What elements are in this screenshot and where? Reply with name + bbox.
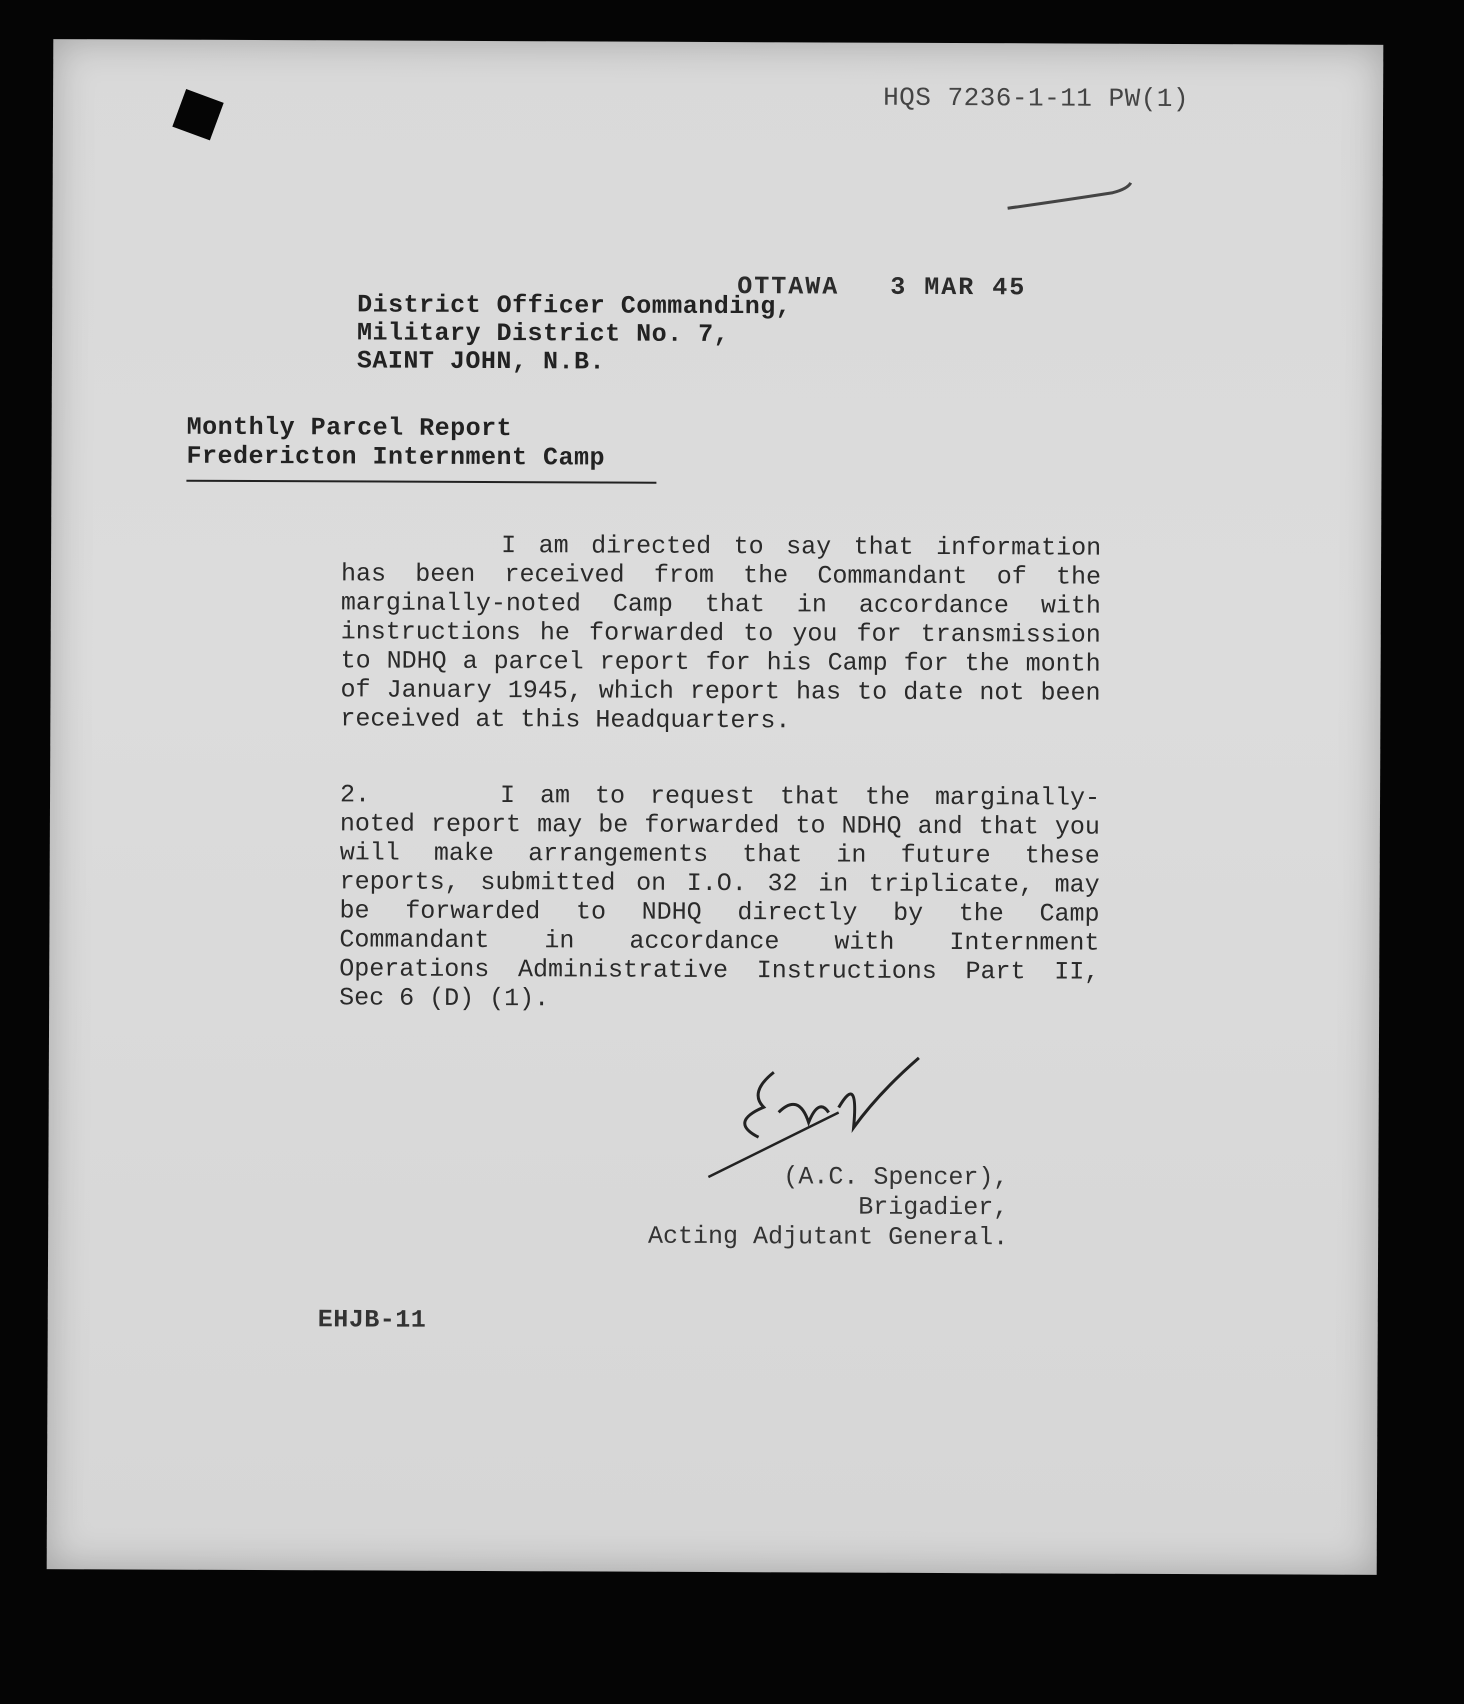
paragraph-indent bbox=[341, 551, 501, 552]
paragraph-1-text: I am directed to say that information has been received from the Commandant of the marginally-noted Camp that in accordance with instructions he forwarded to you for transmission to NDHQ a parcel report for his Camp for the month of January 1945, which report has to date not been received at this Headquarters. bbox=[340, 531, 1102, 736]
signature-name: (A.C. Spencer), bbox=[783, 1162, 1009, 1193]
address-line-2: Military District No. 7, bbox=[357, 318, 730, 350]
paragraph-2 bbox=[339, 780, 1100, 1015]
paragraph-2-number: 2. bbox=[339, 780, 371, 810]
corner-mark bbox=[172, 89, 223, 140]
subject-underline bbox=[186, 480, 656, 484]
signature-rank: Brigadier, bbox=[858, 1192, 1009, 1223]
subject-line-2: Fredericton Internment Camp bbox=[186, 441, 606, 473]
handwritten-underline-icon bbox=[1003, 178, 1143, 219]
document-page bbox=[47, 39, 1384, 1575]
signature-title: Acting Adjutant General. bbox=[648, 1221, 1009, 1253]
reference-code: EHJB-11 bbox=[317, 1305, 427, 1335]
address-line-3: SAINT JOHN, N.B. bbox=[356, 346, 606, 377]
paragraph-1 bbox=[340, 530, 1101, 736]
address-line-1: District Officer Commanding, bbox=[357, 290, 792, 322]
dateline: OTTAWA 3 MAR 45 bbox=[737, 272, 1027, 303]
file-reference: HQS 7236-1-11 PW(1) bbox=[883, 82, 1190, 115]
paragraph-2-text: I am to request that the marginally-noted report may be forwarded to NDHQ and that you will make arrangements that in future these reports, submitted on I.O. 32 in triplicate, may be forwarded to NDHQ directly by the Camp Commandant in accordance with Internment Operations Administrative Instructions Part II, Sec 6 (D) (1). bbox=[339, 781, 1101, 1014]
subject-line-1: Monthly Parcel Report bbox=[186, 412, 513, 444]
